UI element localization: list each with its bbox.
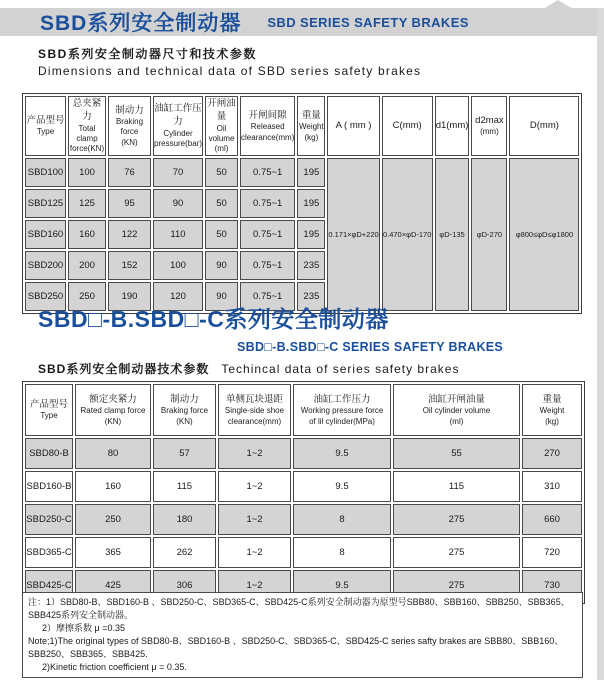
table-cell: 310	[522, 471, 582, 502]
table-row	[25, 438, 582, 469]
header-line: Single-side shoe	[224, 406, 285, 416]
table-header-cell	[435, 96, 470, 156]
table-row	[25, 158, 579, 187]
table-cell: SBD125	[25, 189, 66, 218]
header-line: of lil cylinder(MPa)	[309, 416, 375, 426]
table-cell: 250	[68, 282, 106, 311]
header-line: (ml)	[214, 144, 229, 154]
section2-caption	[38, 360, 459, 377]
page-title-zh: SBD系列安全制动器	[40, 12, 242, 35]
section1-caption-zh: SBD系列安全制动器尺寸和技术参数	[38, 47, 257, 61]
table-cell: 1~2	[218, 471, 291, 502]
table-cell: 195	[297, 158, 325, 187]
table-cell: 0.75~1	[240, 189, 295, 218]
table-cell: 160	[75, 471, 151, 502]
header-line: Cylinder	[163, 128, 193, 138]
table-cell: 275	[393, 570, 520, 601]
header-line: pressure(bar)	[154, 139, 203, 149]
table-cell: 110	[153, 220, 203, 249]
header-line: Type	[36, 127, 55, 137]
header-line: 开闸间隙	[248, 109, 287, 121]
table-row	[25, 537, 582, 568]
header-line: (KN)	[176, 416, 193, 426]
table-cell: 1~2	[218, 537, 291, 568]
table-cell: 90	[153, 189, 203, 218]
table-cell: 0.75~1	[240, 220, 295, 249]
header-line: 总夹紧力	[72, 98, 102, 123]
table-cell: 262	[153, 537, 216, 568]
table-cell: 115	[153, 471, 216, 502]
merged-formula-cell: 0.470×φD-170	[382, 158, 433, 311]
table-cell: 125	[68, 189, 106, 218]
page-header-band	[0, 8, 604, 36]
header-line: Weight	[298, 122, 324, 132]
note-line: 2）摩擦系数 μ =0.35	[42, 623, 125, 634]
table-header-cell	[393, 384, 520, 436]
header-line: D(mm)	[529, 120, 559, 132]
table-cell: 306	[153, 570, 216, 601]
table-cell: 365	[75, 537, 151, 568]
header-line: 单侧瓦块退距	[225, 393, 283, 405]
table-cell: 9.5	[293, 438, 391, 469]
header-line: Braking force	[115, 116, 144, 137]
header-line: 制动力	[170, 393, 199, 405]
merged-formula-cell: φD-135	[435, 158, 470, 311]
header-line: (kg)	[304, 132, 319, 142]
sbd-bc-technical-table	[22, 381, 585, 604]
table-cell: 160	[68, 220, 106, 249]
header-line: Working pressure force	[300, 406, 384, 416]
header-line: clearance(mm)	[241, 132, 295, 142]
header-line: 油缸工作压力	[313, 393, 371, 405]
table-cell: 90	[205, 251, 238, 280]
header-line: (ml)	[449, 416, 464, 426]
header-line: Rated clamp force	[80, 406, 146, 416]
table-header-cell	[382, 96, 433, 156]
table-cell: 730	[522, 570, 582, 601]
table-header-cell	[75, 384, 151, 436]
table-cell: 0.75~1	[240, 158, 295, 187]
header-line: Oil cylinder volume	[422, 406, 491, 416]
table-header-cell	[68, 96, 106, 156]
sbd-dimensions-table	[22, 93, 582, 314]
table-cell: 200	[68, 251, 106, 280]
header-line: 重量	[542, 393, 562, 405]
table-cell: 660	[522, 504, 582, 535]
header-line: A ( mm )	[335, 120, 372, 132]
header-line: 产品型号	[26, 115, 65, 127]
table-header-cell	[153, 384, 216, 436]
table-header-cell	[297, 96, 325, 156]
table-cell: 90	[205, 282, 238, 311]
table-cell: 425	[75, 570, 151, 601]
table-cell: SBD425-C	[25, 570, 73, 601]
table-cell: 1~2	[218, 504, 291, 535]
header-line: (kg)	[545, 416, 559, 426]
table-cell: 120	[153, 282, 203, 311]
header-line: 油缸工作压力	[154, 103, 202, 128]
table-cell: 1~2	[218, 570, 291, 601]
table-cell: 180	[153, 504, 216, 535]
header-line: d2max	[475, 115, 504, 127]
page-edge-strip	[597, 8, 604, 680]
table-cell: 152	[108, 251, 151, 280]
table-header-cell	[25, 384, 73, 436]
table-cell: 115	[393, 471, 520, 502]
table-cell: 0.75~1	[240, 282, 295, 311]
note-line: Note;1)The original types of SBD80-B、SBD160-B 、SBD250-C、SBD365-C、SBD425-C series safty brakes are SBB80、SBB160、SBB250、SBB365、SBB425.	[28, 636, 564, 660]
table-cell: 50	[205, 158, 238, 187]
table-header-row	[25, 96, 579, 156]
header-line: C(mm)	[392, 120, 422, 132]
note-line: 2)Kinetic friction coefficient μ = 0.35.	[42, 662, 187, 673]
table-cell: 275	[393, 537, 520, 568]
header-line: Released	[250, 122, 285, 132]
table-cell: SBD250-C	[25, 504, 73, 535]
table-cell: 8	[293, 537, 391, 568]
table-row	[25, 471, 582, 502]
table-header-cell	[293, 384, 391, 436]
table-header-cell	[327, 96, 379, 156]
header-line: 制动力	[115, 104, 144, 116]
header-line: d1(mm)	[435, 120, 469, 132]
header-line: 重量	[301, 109, 321, 121]
header-line: (mm)	[480, 127, 499, 137]
table-cell: 195	[297, 189, 325, 218]
table-cell: 235	[297, 251, 325, 280]
table-header-cell	[108, 96, 151, 156]
table-cell: 190	[108, 282, 151, 311]
table-cell: SBD160	[25, 220, 66, 249]
header-line: 额定夹紧力	[89, 393, 137, 405]
table-cell: 80	[75, 438, 151, 469]
page-title-en: SBD SERIES SAFETY BRAKES	[267, 14, 469, 30]
table-cell: 275	[393, 504, 520, 535]
header-line: clearance(mm)	[227, 416, 282, 426]
table-header-cell	[205, 96, 238, 156]
header-line: (KN)	[104, 416, 122, 426]
table-cell: 9.5	[293, 471, 391, 502]
table-cell: SBD80-B	[25, 438, 73, 469]
table-cell: 55	[393, 438, 520, 469]
table-cell: 195	[297, 220, 325, 249]
merged-formula-cell: 0.171×φD+220	[327, 158, 379, 311]
notes-box	[22, 592, 583, 678]
table-row	[25, 504, 582, 535]
header-line: 产品型号	[29, 399, 68, 411]
table-cell: 57	[153, 438, 216, 469]
merged-formula-cell: φD-270	[471, 158, 507, 311]
table-cell: SBD100	[25, 158, 66, 187]
header-line: (KN)	[121, 137, 138, 147]
table-header-cell	[218, 384, 291, 436]
table-cell: 270	[522, 438, 582, 469]
table-cell: 235	[297, 282, 325, 311]
table-cell: SBD160-B	[25, 471, 73, 502]
table-cell: SBD200	[25, 251, 66, 280]
table-header-cell	[153, 96, 203, 156]
table-cell: 100	[153, 251, 203, 280]
header-line: 开闸油量	[207, 98, 236, 123]
table-cell: 100	[68, 158, 106, 187]
section2-caption-en: Techincal data of series safety brakes	[221, 362, 460, 376]
table-cell: 8	[293, 504, 391, 535]
table-cell: 9.5	[293, 570, 391, 601]
table-cell: 95	[108, 189, 151, 218]
table-header-cell	[471, 96, 507, 156]
table-cell: 720	[522, 537, 582, 568]
section2-title-en: SBD□-B.SBD□-C SERIES SAFETY BRAKES	[237, 340, 504, 354]
header-line: Braking force	[160, 406, 209, 416]
header-line: Oil volume	[208, 123, 235, 143]
note-line: 注：1）SBD80-B、SBD160-B 、SBD250-C、SBD365-C、SBD425-C系列安全制动器为原型号SBB80、SBB160、SBB250、SBB365、SBB425系列安全制动器。	[28, 597, 570, 621]
table-cell: 76	[108, 158, 151, 187]
table-cell: SBD365-C	[25, 537, 73, 568]
section2-title-zh: SBD□-B.SBD□-C系列安全制动器	[38, 306, 389, 332]
header-line: Total clamp	[76, 123, 98, 143]
table-cell: 1~2	[218, 438, 291, 469]
table-cell: 0.75~1	[240, 251, 295, 280]
table-header-row	[25, 384, 582, 436]
table-header-cell	[509, 96, 579, 156]
header-line: Type	[40, 411, 58, 421]
table-cell: 70	[153, 158, 203, 187]
table-cell: 250	[75, 504, 151, 535]
section1-caption-en: Dimensions and technical data of SBD series safety brakes	[38, 64, 422, 78]
table-cell: SBD250	[25, 282, 66, 311]
section2-caption-zh: SBD系列安全制动器技术参数	[38, 362, 210, 376]
table-cell: 50	[205, 220, 238, 249]
merged-formula-cell: φ800≤φD≤φ1800	[509, 158, 579, 311]
header-line: force(KN)	[69, 144, 105, 154]
table-cell: 50	[205, 189, 238, 218]
table-cell: 122	[108, 220, 151, 249]
table-header-cell	[522, 384, 582, 436]
table-header-cell	[240, 96, 295, 156]
header-line: Weight	[539, 406, 565, 416]
header-line: 油缸开闸油量	[427, 393, 485, 405]
table-header-cell	[25, 96, 66, 156]
